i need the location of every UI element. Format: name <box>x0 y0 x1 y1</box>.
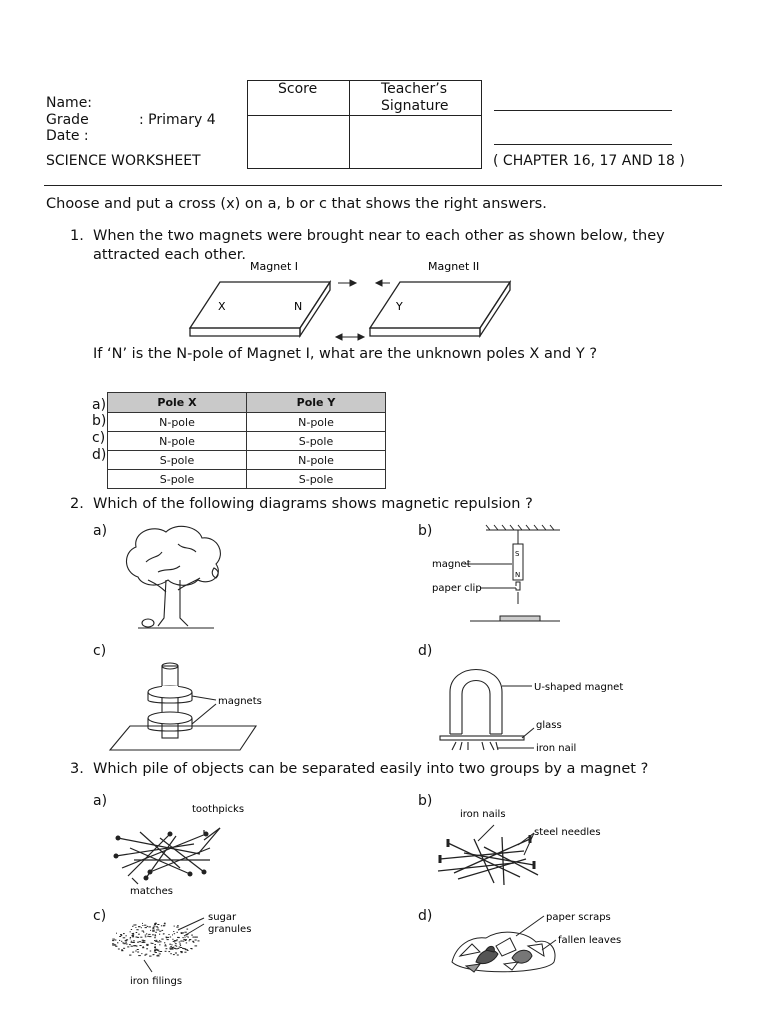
u-shaped-magnet-diagram <box>436 656 636 756</box>
q1-option-b[interactable]: b) <box>92 413 107 429</box>
table-header-pole-y: Pole Y <box>247 393 386 413</box>
table-row <box>108 470 386 489</box>
filings-dots <box>112 923 200 957</box>
sugar-label-1: sugar <box>208 912 237 923</box>
date-line <box>494 144 672 145</box>
q1-number: 1. <box>70 228 84 244</box>
table-header-row <box>108 393 386 413</box>
u-shaped-magnet-label: U-shaped magnet <box>534 682 624 693</box>
q1-text-line1: When the two magnets were brought near to each other as shown below, they <box>93 228 665 244</box>
q2-option-b[interactable]: b) <box>418 523 433 539</box>
ring-magnets-diagram <box>106 656 276 756</box>
q2-option-c[interactable]: c) <box>93 643 107 659</box>
paper-scraps-label: paper scraps <box>546 912 611 923</box>
toothpicks-label: toothpicks <box>192 804 245 815</box>
table-cell: S-pole <box>108 470 247 489</box>
fallen-leaves-label: fallen leaves <box>558 935 622 946</box>
score-signature-box <box>247 80 482 169</box>
pole-y-label: Y <box>396 300 403 313</box>
table-cell: N-pole <box>247 451 386 470</box>
name-line <box>494 110 672 111</box>
table-row <box>108 413 386 432</box>
q1-text-line2: attracted each other. <box>93 247 246 263</box>
iron-filings-label: iron filings <box>130 976 183 987</box>
table-cell: N-pole <box>108 432 247 451</box>
magnets-label: magnets <box>218 696 262 707</box>
score-label: Score <box>278 81 318 97</box>
grade-label: Grade <box>46 112 89 128</box>
glass-label: glass <box>536 720 562 731</box>
sugar-ironfilings-pile <box>108 906 278 992</box>
steel-needles-label: steel needles <box>534 827 601 838</box>
magnet-1-label: Magnet I <box>250 260 299 273</box>
q1-option-a[interactable]: a) <box>92 397 107 413</box>
poles-table <box>107 392 386 489</box>
table-cell: N-pole <box>108 413 247 432</box>
toothpicks-matches-pile <box>110 798 280 898</box>
q3-number: 3. <box>70 761 84 777</box>
teacher-signature-label-1: Teacher’s <box>381 81 448 97</box>
table-cell: S-pole <box>247 432 386 451</box>
worksheet-title: SCIENCE WORKSHEET <box>46 153 201 169</box>
magnet-2 <box>370 282 510 336</box>
teacher-signature-label-2: Signature <box>381 98 449 114</box>
paper-clip-label: paper clip <box>432 583 482 594</box>
q3-option-c[interactable]: c) <box>93 908 107 924</box>
table-header-pole-x: Pole X <box>108 393 247 413</box>
magnet-label: magnet <box>432 559 471 570</box>
q3-option-a[interactable]: a) <box>93 793 108 809</box>
matches-label: matches <box>130 886 173 897</box>
date-label: Date : <box>46 128 89 144</box>
grade-value: : Primary 4 <box>139 112 216 128</box>
instructions: Choose and put a cross (x) on a, b or c that shows the right answers. <box>46 196 547 212</box>
q3-option-b[interactable]: b) <box>418 793 433 809</box>
tree-illustration <box>118 522 228 634</box>
table-cell: S-pole <box>247 470 386 489</box>
name-label: Name: <box>46 95 93 111</box>
table-row <box>108 451 386 470</box>
q1-option-d[interactable]: d) <box>92 447 107 463</box>
iron-nails-label: iron nails <box>460 809 506 820</box>
iron-nail-label: iron nail <box>536 743 577 754</box>
hanging-magnet-diagram <box>430 524 570 628</box>
paper-leaves-pile <box>446 906 636 986</box>
q1-option-c[interactable]: c) <box>92 430 106 446</box>
chapters-label: ( CHAPTER 16, 17 AND 18 ) <box>493 153 685 169</box>
q3-option-d[interactable]: d) <box>418 908 433 924</box>
q2-text: Which of the following diagrams shows magnetic repulsion ? <box>93 496 533 512</box>
q3-text: Which pile of objects can be separated easily into two groups by a magnet ? <box>93 761 649 777</box>
header-rule <box>44 185 722 186</box>
hanging-magnet-n-label: N <box>515 571 521 579</box>
q2-option-d[interactable]: d) <box>418 643 433 659</box>
pole-n-label: N <box>294 300 303 313</box>
table-row <box>108 432 386 451</box>
sugar-label-2: granules <box>208 924 252 935</box>
table-cell: N-pole <box>247 413 386 432</box>
two-magnets-diagram <box>180 256 530 346</box>
hanging-magnet-s-label: S <box>515 550 520 558</box>
magnet-1 <box>190 282 330 336</box>
nails-needles-pile <box>434 803 624 893</box>
magnet-2-label: Magnet II <box>428 260 480 273</box>
q2-option-a[interactable]: a) <box>93 523 108 539</box>
table-cell: S-pole <box>108 451 247 470</box>
q1-question: If ‘N’ is the N-pole of Magnet I, what are the unknown poles X and Y ? <box>93 346 598 362</box>
q2-number: 2. <box>70 496 84 512</box>
pole-x-label: X <box>218 300 226 313</box>
